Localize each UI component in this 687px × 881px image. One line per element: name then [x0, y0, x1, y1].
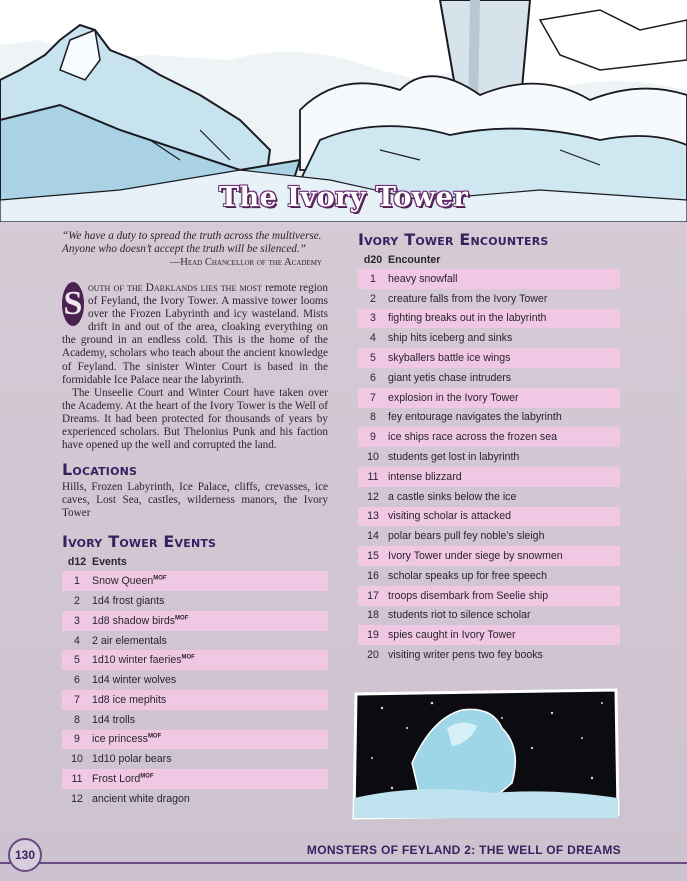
encounters-entry-text: students riot to silence scholar	[388, 609, 531, 622]
encounters-entry	[388, 487, 620, 507]
events-roll-number: 2	[74, 594, 80, 607]
events-roll-number: 12	[71, 792, 83, 805]
encounters-row	[358, 566, 620, 586]
encounters-entry-text: explosion in the Ivory Tower	[388, 391, 519, 404]
encounters-table	[358, 251, 620, 665]
encounters-roll-number: 17	[358, 586, 388, 606]
intro-paragraph-1	[62, 282, 328, 387]
events-row	[62, 730, 328, 750]
events-entry	[92, 631, 328, 651]
footer-book-title: MONSTERS OF FEYLAND 2: THE WELL OF DREAMS	[306, 843, 621, 857]
encounters-row	[358, 427, 620, 447]
events-column-header: Events	[92, 556, 127, 569]
encounters-row	[358, 309, 620, 329]
events-entry	[92, 690, 328, 710]
encounters-row	[358, 368, 620, 388]
encounters-entry	[388, 368, 620, 388]
encounters-entry	[388, 309, 620, 329]
events-row	[62, 631, 328, 651]
source-tag: MOF	[140, 773, 154, 780]
encounters-row	[358, 408, 620, 428]
encounters-entry-text: visiting writer pens two fey books	[388, 649, 543, 662]
encounters-roll-number: 15	[358, 546, 388, 566]
encounters-row	[358, 606, 620, 626]
encounters-row	[358, 269, 620, 289]
events-roll-number: 3	[62, 611, 92, 631]
encounters-row	[358, 645, 620, 665]
source-tag: MOF	[153, 575, 167, 582]
encounters-entry-text: giant yetis chase intruders	[388, 371, 512, 384]
encounters-entry-text: polar bears pull fey noble’s sleigh	[388, 530, 545, 543]
right-column	[358, 230, 620, 665]
intro-paragraph-2: The Unseelie Court and Winter Court have taken over the Academy. At the heart of the Ivory Tower is the Well of Dreams. It had been protected for thousands of years by experienced scholars. But Thelonius Punk and his faction have opened up the well and corrupted the land.	[62, 386, 328, 452]
encounters-row	[358, 625, 620, 645]
encounters-roll-number: 7	[358, 388, 388, 408]
events-entry-text: 1d10 winter faeries	[92, 654, 182, 667]
page-number: 130	[8, 838, 42, 872]
events-entry-text: ancient white dragon	[92, 792, 190, 805]
encounters-entry-text: ship hits iceberg and sinks	[388, 332, 513, 345]
events-row	[62, 789, 328, 809]
encounters-roll-number: 12	[367, 490, 379, 503]
events-roll-number: 8	[74, 713, 80, 726]
encounters-entry-text: students get lost in labyrinth	[388, 451, 520, 464]
encounters-roll-number: 3	[358, 309, 388, 329]
encounters-entry	[388, 586, 620, 606]
encounters-roll-number: 18	[367, 609, 379, 622]
encounters-column-header: Encounter	[388, 254, 441, 266]
events-entry-text: 1d4 trolls	[92, 713, 135, 726]
footer-rule	[0, 862, 687, 864]
epigraph-quote: “We have a duty to spread the truth across the multiverse. Anyone who doesn’t accept the truth will be silenced.”	[62, 230, 322, 255]
encounters-entry	[388, 447, 620, 467]
encounters-entry-text: troops disembark from Seelie ship	[388, 589, 549, 602]
encounters-entry-text: Ivory Tower under siege by snowmen	[388, 550, 563, 563]
encounters-table-body	[358, 269, 620, 665]
encounters-entry	[388, 388, 620, 408]
events-entry-text: Frost Lord	[92, 773, 141, 786]
events-entry-text: 2 air elementals	[92, 634, 167, 647]
encounters-entry-text: a castle sinks below the ice	[388, 490, 517, 503]
encounters-entry	[388, 408, 620, 428]
encounters-entry	[388, 645, 620, 665]
events-entry-text: Snow Queen	[92, 575, 154, 588]
encounters-roll-number: 20	[367, 649, 379, 662]
events-roll-number: 9	[62, 730, 92, 750]
encounters-row	[358, 328, 620, 348]
encounters-entry-text: fey entourage navigates the labyrinth	[388, 411, 562, 424]
events-roll-number: 6	[74, 674, 80, 687]
encounters-entry-text: scholar speaks up for free speech	[388, 569, 547, 582]
encounters-entry-text: spies caught in Ivory Tower	[388, 629, 516, 642]
encounters-roll-number: 5	[358, 348, 388, 368]
encounters-entry	[388, 427, 620, 447]
events-row	[62, 690, 328, 710]
events-entry	[92, 670, 328, 690]
left-column	[62, 230, 328, 809]
encounters-entry	[388, 526, 620, 546]
encounters-entry-text: fighting breaks out in the labyrinth	[388, 312, 547, 325]
events-entry-text: 1d10 polar bears	[92, 753, 172, 766]
encounters-roll-number: 6	[370, 371, 376, 384]
events-row	[62, 650, 328, 670]
encounters-row	[358, 467, 620, 487]
encounters-roll-number: 1	[358, 269, 388, 289]
events-row	[62, 571, 328, 591]
encounters-row	[358, 546, 620, 566]
encounters-row	[358, 289, 620, 309]
encounters-entry	[388, 269, 620, 289]
events-entry	[92, 591, 328, 611]
events-roll-number: 1	[62, 571, 92, 591]
events-roll-number: 10	[71, 753, 83, 766]
events-roll-number: 7	[62, 690, 92, 710]
intro-rest: remote region of Feyland, the Ivory Tower. A massive tower looms over the Frozen Labyrinth and icy wasteland. Mists drift in and out of the area, cloaking everything on the ground in an endless cold. This is the home of the Academy, scholars who teach about the ancient knowledge of Feyland. The sinister Winter Court is based in the formidable Ice Palace near the labyrinth.	[62, 282, 328, 386]
encounters-table-header	[358, 251, 620, 269]
encounters-row	[358, 487, 620, 507]
events-entry	[92, 789, 328, 809]
intro-lead: outh of the Darklands lies the most	[88, 282, 262, 294]
locations-text: Hills, Frozen Labyrinth, Ice Palace, cliffs, crevasses, ice caves, Lost Sea, castles, wilderness manors, the Ivory Tower	[62, 481, 328, 520]
encounters-entry	[388, 606, 620, 626]
drop-cap: S	[62, 282, 84, 326]
encounters-die-header: d20	[363, 254, 383, 266]
chapter-title: The Ivory Tower	[218, 182, 469, 213]
events-entry-text: ice princess	[92, 733, 148, 746]
encounters-entry	[388, 348, 620, 368]
encounters-row	[358, 348, 620, 368]
encounters-entry-text: heavy snowfall	[388, 272, 458, 285]
events-roll-number: 5	[62, 650, 92, 670]
events-entry-text: 1d8 ice mephits	[92, 693, 167, 706]
source-tag: MOF	[175, 615, 189, 622]
intro-text	[62, 282, 328, 452]
encounters-roll-number: 19	[358, 625, 388, 645]
encounters-row	[358, 447, 620, 467]
events-entry	[92, 650, 328, 670]
encounters-roll-number: 14	[367, 530, 379, 543]
events-roll-number: 4	[74, 634, 80, 647]
events-entry	[92, 571, 328, 591]
encounters-entry	[388, 467, 620, 487]
events-row	[62, 670, 328, 690]
encounters-entry	[388, 328, 620, 348]
locations-heading: Locations	[62, 460, 138, 480]
events-entry-text: 1d4 winter wolves	[92, 674, 177, 687]
events-heading: Ivory Tower Events	[62, 532, 217, 552]
events-row	[62, 710, 328, 730]
encounters-roll-number: 4	[370, 332, 376, 345]
source-tag: MOF	[147, 733, 162, 740]
encounters-roll-number: 2	[370, 292, 376, 305]
encounters-entry	[388, 625, 620, 645]
ice-creature-illustration	[352, 688, 620, 820]
encounters-entry	[388, 507, 620, 527]
events-table	[62, 553, 328, 809]
encounters-roll-number: 10	[367, 451, 379, 464]
encounters-row	[358, 526, 620, 546]
events-table-header	[62, 553, 328, 571]
events-row	[62, 591, 328, 611]
encounters-entry-text: intense blizzard	[388, 470, 462, 483]
encounters-roll-number: 9	[358, 427, 388, 447]
events-die-header: d12	[67, 556, 87, 569]
encounters-entry-text: skyballers battle ice wings	[388, 352, 511, 365]
events-entry	[92, 749, 328, 769]
source-tag: MOF	[181, 654, 195, 661]
encounters-roll-number: 16	[367, 569, 379, 582]
events-table-body	[62, 571, 328, 809]
encounters-entry	[388, 289, 620, 309]
events-roll-number: 11	[62, 769, 92, 789]
events-row	[62, 611, 328, 631]
events-row	[62, 769, 328, 789]
events-row	[62, 749, 328, 769]
encounters-entry-text: creature falls from the Ivory Tower	[388, 292, 548, 305]
encounters-entry-text: ice ships race across the frozen sea	[388, 431, 557, 444]
events-entry-text: 1d8 shadow birds	[92, 614, 176, 627]
encounters-row	[358, 586, 620, 606]
epigraph-attribution: —Head Chancellor of the Academy	[169, 257, 322, 268]
encounters-row	[358, 507, 620, 527]
encounters-entry	[388, 566, 620, 586]
events-entry	[92, 611, 328, 631]
encounters-roll-number: 13	[358, 507, 388, 527]
encounters-row	[358, 388, 620, 408]
events-entry-text: 1d4 frost giants	[92, 594, 165, 607]
encounters-roll-number: 11	[358, 467, 388, 487]
encounters-heading: Ivory Tower Encounters	[358, 230, 549, 249]
encounters-entry-text: visiting scholar is attacked	[388, 510, 512, 523]
events-entry	[92, 730, 328, 750]
events-entry	[92, 769, 328, 789]
encounters-roll-number: 8	[370, 411, 376, 424]
encounters-entry	[388, 546, 620, 566]
events-entry	[92, 710, 328, 730]
